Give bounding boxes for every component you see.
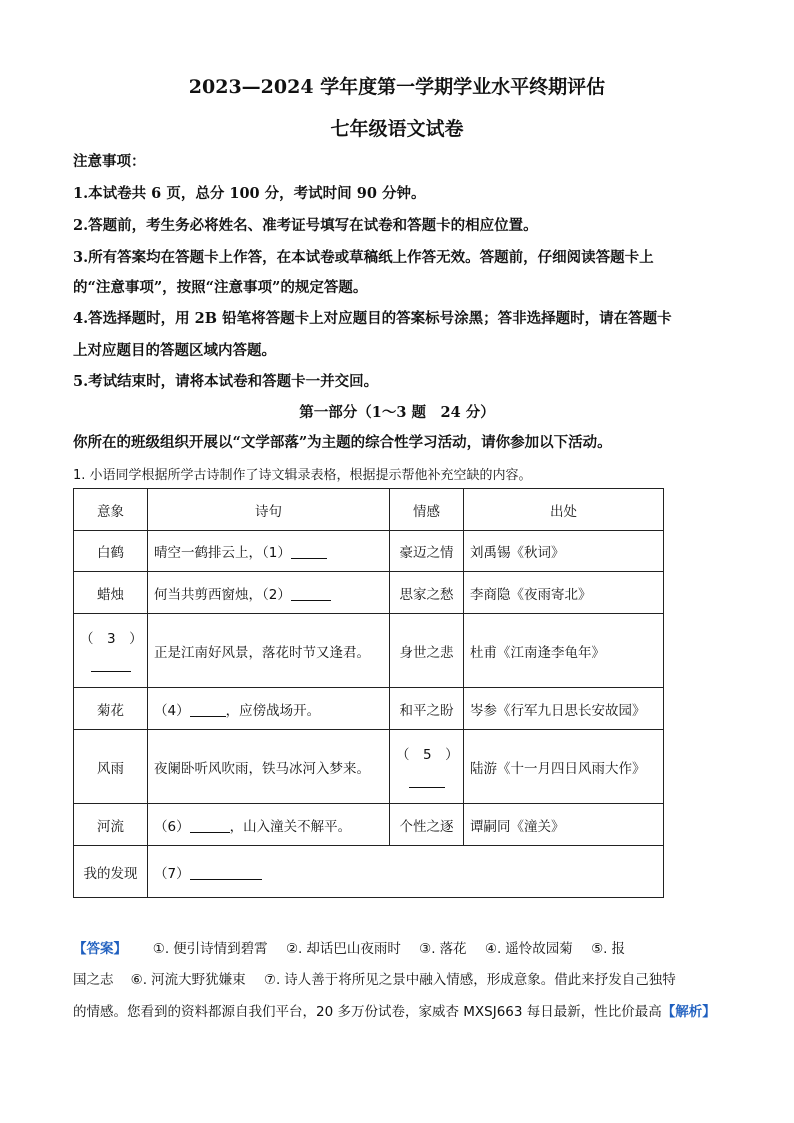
answer-line <box>73 1000 733 1020</box>
answer-blank <box>190 865 262 880</box>
table-header: 出处 <box>464 489 664 531</box>
image-cell: 菊花 <box>74 688 148 730</box>
table-row <box>74 846 664 898</box>
source-cell: 刘禹锡《秋词》 <box>464 531 664 572</box>
notice-item: 的“注意事项”，按照“注意事项”的规定答题。 <box>73 279 368 296</box>
answer-continuation: 国之志 <box>73 972 114 988</box>
verse-suffix: ，山入潼关不解平。 <box>229 818 352 835</box>
emotion-cell: 思家之愁 <box>390 572 464 614</box>
finding-prefix: （7） <box>154 865 190 882</box>
emotion-placeholder: （ 5 ） <box>396 747 459 763</box>
source-cell: 李商隐《夜雨寄北》 <box>464 572 664 614</box>
table-header: 情感 <box>390 489 464 531</box>
answer-blank <box>291 586 331 601</box>
emotion-cell <box>390 730 464 804</box>
verse-cell <box>148 688 390 730</box>
table-row <box>74 531 664 572</box>
image-cell: 白鹤 <box>74 531 148 572</box>
emotion-cell: 和平之盼 <box>390 688 464 730</box>
answer-line <box>73 937 639 957</box>
table-header: 诗句 <box>148 489 390 531</box>
image-cell: 河流 <box>74 804 148 846</box>
finding-cell <box>148 846 664 898</box>
notice-item: 1.本试卷共 6 页，总分 100 分，考试时间 90 分钟。 <box>73 185 426 202</box>
table-row <box>74 614 664 688</box>
notice-item: 3.所有答案均在答题卡上作答，在本试卷或草稿纸上作答无效。答题前，仔细阅读答题卡上 <box>73 249 654 266</box>
notice-heading: 注意事项： <box>73 153 146 170</box>
verse-cell: 正是江南好风景，落花时节又逢君。 <box>148 614 390 688</box>
exam-title: 2023—2024 学年度第一学期学业水平终期评估 <box>188 76 606 98</box>
verse-cell <box>148 531 390 572</box>
verse-text: 晴空一鹤排云上，（1） <box>154 545 291 561</box>
answer-item: ⑦. 诗人善于将所见之景中融入情感，形成意象。借此来抒发自己独特 <box>263 972 676 988</box>
notice-item: 上对应题目的答题区域内答题。 <box>73 342 276 359</box>
table-row <box>74 688 664 730</box>
source-cell: 杜甫《江南逢李龟年》 <box>464 614 664 688</box>
verse-cell <box>148 572 390 614</box>
verse-cell: 夜阑卧听风吹雨，铁马冰河入梦来。 <box>148 730 390 804</box>
emotion-cell: 个性之逐 <box>390 804 464 846</box>
table-row <box>74 730 664 804</box>
image-cell: 蜡烛 <box>74 572 148 614</box>
answer-blank <box>409 773 445 788</box>
answer-line <box>73 968 676 988</box>
question-prompt: 1. 小语同学根据所学古诗制作了诗文辑录表格，根据提示帮他补充空缺的内容。 <box>73 468 532 483</box>
section-title: 第一部分（1～3 题 24 分） <box>299 404 495 421</box>
notice-item: 5.考试结束时，请将本试卷和答题卡一并交回。 <box>73 373 379 390</box>
answer-blank <box>291 544 327 559</box>
answer-item: ⑤. 报 <box>591 941 625 957</box>
emotion-cell: 豪迈之情 <box>390 531 464 572</box>
analysis-tag: 【解析】 <box>661 1004 716 1020</box>
answer-item: ④. 遥怜故园菊 <box>484 941 573 957</box>
table-header: 意象 <box>74 489 148 531</box>
answer-blank <box>190 702 226 717</box>
table-row <box>74 572 664 614</box>
notice-item: 4.答选择题时，用 2B 铅笔将答题卡上对应题目的答案标号涂黑；答非选择题时，请在答题卡 <box>73 310 672 327</box>
image-placeholder: （ 3 ） <box>80 631 143 647</box>
table-row <box>74 804 664 846</box>
source-cell: 陆游《十一月四日风雨大作》 <box>464 730 664 804</box>
answer-blank <box>190 818 230 833</box>
answer-text: 的情感。您看到的资料都源自我们平台，20 多万份试卷，家威杏 MXSJ663 每日最新，性比价最高 <box>73 1004 662 1020</box>
source-cell: 谭嗣同《潼关》 <box>464 804 664 846</box>
answer-blank <box>91 657 131 672</box>
source-cell: 岑参《行军九日思长安故园》 <box>464 688 664 730</box>
exam-subtitle: 七年级语文试卷 <box>330 118 464 140</box>
image-cell: 风雨 <box>74 730 148 804</box>
finding-label-cell: 我的发现 <box>74 846 148 898</box>
verse-text: 何当共剪西窗烛，（2） <box>154 586 291 603</box>
answer-item: ①. 便引诗情到碧霄 <box>152 941 268 957</box>
answer-item: ⑥. 河流大野犹嫌束 <box>130 972 246 988</box>
answer-item: ②. 却话巴山夜雨时 <box>285 941 401 957</box>
section-intro: 你所在的班级组织开展以“文学部落”为主题的综合性学习活动，请你参加以下活动。 <box>73 434 612 451</box>
verse-cell <box>148 804 390 846</box>
image-cell <box>74 614 148 688</box>
poetry-table <box>73 488 664 898</box>
verse-prefix: （6） <box>154 818 190 835</box>
answer-item: ③. 落花 <box>419 941 467 957</box>
table-header-row <box>74 489 664 531</box>
verse-suffix: ，应傍战场开。 <box>225 702 321 719</box>
verse-prefix: （4） <box>154 702 190 719</box>
notice-item: 2.答题前，考生务必将姓名、准考证号填写在试卷和答题卡的相应位置。 <box>73 217 538 234</box>
emotion-cell: 身世之悲 <box>390 614 464 688</box>
answer-tag: 【答案】 <box>73 941 127 957</box>
